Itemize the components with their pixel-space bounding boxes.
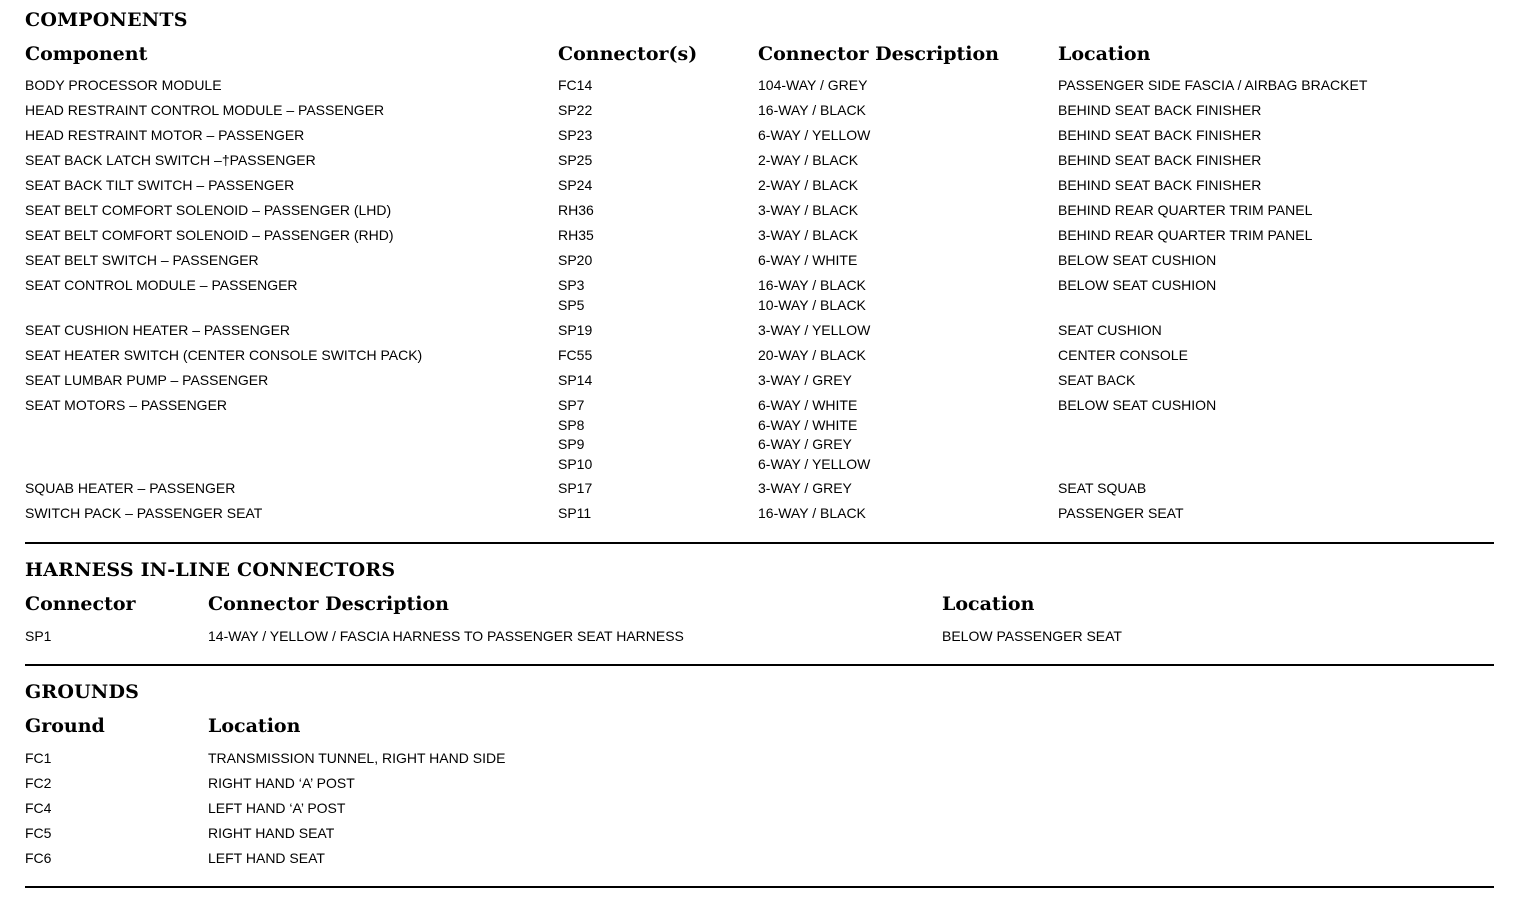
connector-id: FC14 [558, 77, 593, 93]
connector-description: 16-WAY / BLACK [758, 505, 866, 521]
section-divider [25, 664, 1494, 666]
connector-id: SP17 [558, 480, 593, 496]
component-name: SEAT CONTROL MODULE – PASSENGER [25, 277, 298, 293]
component-location: SEAT SQUAB [1058, 480, 1147, 496]
connector-description: 6-WAY / WHITE [758, 252, 858, 268]
connector-description: 6-WAY / YELLOW [758, 455, 871, 472]
connector-id: SP10 [558, 455, 593, 472]
component-name: SEAT HEATER SWITCH (CENTER CONSOLE SWITCH PACK) [25, 347, 423, 363]
harness-title: HARNESS IN-LINE CONNECTORS [25, 559, 396, 581]
component-location: SEAT BACK [1058, 372, 1136, 388]
connector-description: 20-WAY / BLACK [758, 347, 866, 363]
connector-id: SP25 [558, 152, 593, 168]
component-location: CENTER CONSOLE [1058, 347, 1188, 363]
section-divider [25, 886, 1494, 888]
component-name: SEAT BACK TILT SWITCH – PASSENGER [25, 177, 295, 193]
connector-description: 3-WAY / BLACK [758, 227, 859, 243]
ground-location: RIGHT HAND SEAT [208, 825, 335, 841]
components-title: COMPONENTS [25, 9, 188, 31]
component-location: BELOW SEAT CUSHION [1058, 252, 1217, 268]
ground-location: LEFT HAND SEAT [208, 850, 325, 866]
harness-location: BELOW PASSENGER SEAT [942, 628, 1122, 644]
grounds-header-location: Location [208, 715, 301, 737]
harness-header-description: Connector Description [208, 593, 449, 615]
component-name: SEAT BELT COMFORT SOLENOID – PASSENGER (LHD) [25, 202, 392, 218]
connector-description: 3-WAY / GREY [758, 480, 852, 496]
component-location: BEHIND SEAT BACK FINISHER [1058, 177, 1262, 193]
connector-description: 3-WAY / GREY [758, 372, 852, 388]
ground-id: FC2 [25, 775, 52, 791]
connector-id: SP19 [558, 322, 593, 338]
ground-location: TRANSMISSION TUNNEL, RIGHT HAND SIDE [208, 750, 506, 766]
connector-id: SP8 [558, 416, 585, 433]
connector-id: RH35 [558, 227, 594, 243]
grounds-title: GROUNDS [25, 681, 140, 703]
component-location: BEHIND SEAT BACK FINISHER [1058, 102, 1262, 118]
components-header-description: Connector Description [758, 43, 999, 65]
connector-id: SP23 [558, 127, 593, 143]
ground-id: FC4 [25, 800, 52, 816]
harness-description: 14-WAY / YELLOW / FASCIA HARNESS TO PASSENGER SEAT HARNESS [208, 628, 684, 644]
connector-description: 6-WAY / GREY [758, 436, 852, 452]
component-location: BEHIND REAR QUARTER TRIM PANEL [1058, 202, 1313, 218]
connector-description: 104-WAY / GREY [758, 77, 868, 93]
harness-header-connector: Connector [25, 593, 136, 615]
connector-id: FC55 [558, 347, 593, 363]
ground-id: FC6 [25, 850, 52, 866]
connector-id: RH36 [558, 202, 594, 218]
component-name: SQUAB HEATER – PASSENGER [25, 480, 236, 496]
connector-id: SP22 [558, 102, 593, 118]
connector-description: 6-WAY / WHITE [758, 416, 858, 433]
connector-id: SP9 [558, 436, 585, 452]
connector-description: 3-WAY / YELLOW [758, 322, 871, 338]
section-divider [25, 542, 1494, 544]
component-location: SEAT CUSHION [1058, 322, 1162, 338]
connector-description: 10-WAY / BLACK [758, 296, 866, 313]
component-name: SEAT BELT SWITCH – PASSENGER [25, 252, 259, 268]
components-header-connectors: Connector(s) [558, 43, 698, 65]
component-name: BODY PROCESSOR MODULE [25, 77, 222, 93]
connector-id: SP3 [558, 277, 585, 293]
ground-location: RIGHT HAND ‘A’ POST [208, 775, 355, 791]
connector-id: SP20 [558, 252, 593, 268]
component-location: BEHIND SEAT BACK FINISHER [1058, 152, 1262, 168]
components-header-location: Location [1058, 43, 1151, 65]
component-name: SEAT MOTORS – PASSENGER [25, 397, 228, 413]
connector-description: 6-WAY / WHITE [758, 397, 858, 413]
component-name: SEAT BELT COMFORT SOLENOID – PASSENGER (RHD) [25, 227, 394, 243]
connector-description: 6-WAY / YELLOW [758, 127, 871, 143]
connector-description: 2-WAY / BLACK [758, 152, 859, 168]
ground-id: FC1 [25, 750, 52, 766]
component-name: HEAD RESTRAINT MOTOR – PASSENGER [25, 127, 305, 143]
connector-id: SP14 [558, 372, 593, 388]
connector-description: 16-WAY / BLACK [758, 277, 866, 293]
connector-id: SP7 [558, 397, 585, 413]
grounds-header-ground: Ground [25, 715, 105, 737]
component-location: PASSENGER SIDE FASCIA / AIRBAG BRACKET [1058, 77, 1368, 93]
components-header-component: Component [25, 43, 148, 65]
ground-id: FC5 [25, 825, 52, 841]
ground-location: LEFT HAND ‘A’ POST [208, 800, 346, 816]
component-name: SEAT CUSHION HEATER – PASSENGER [25, 322, 291, 338]
connector-description: 2-WAY / BLACK [758, 177, 859, 193]
component-name: SEAT BACK LATCH SWITCH –†PASSENGER [25, 152, 316, 168]
component-name: SWITCH PACK – PASSENGER SEAT [25, 505, 263, 521]
harness-header-location: Location [942, 593, 1035, 615]
connector-id: SP11 [558, 505, 592, 521]
component-name: SEAT LUMBAR PUMP – PASSENGER [25, 372, 269, 388]
connector-description: 3-WAY / BLACK [758, 202, 859, 218]
connector-id: SP24 [558, 177, 593, 193]
component-location: PASSENGER SEAT [1058, 505, 1184, 521]
component-location: BELOW SEAT CUSHION [1058, 277, 1217, 293]
component-name: HEAD RESTRAINT CONTROL MODULE – PASSENGER [25, 102, 385, 118]
component-location: BEHIND SEAT BACK FINISHER [1058, 127, 1262, 143]
connector-id: SP5 [558, 296, 585, 313]
component-location: BEHIND REAR QUARTER TRIM PANEL [1058, 227, 1313, 243]
harness-connector: SP1 [25, 628, 52, 644]
connector-description: 16-WAY / BLACK [758, 102, 866, 118]
component-location: BELOW SEAT CUSHION [1058, 397, 1217, 413]
